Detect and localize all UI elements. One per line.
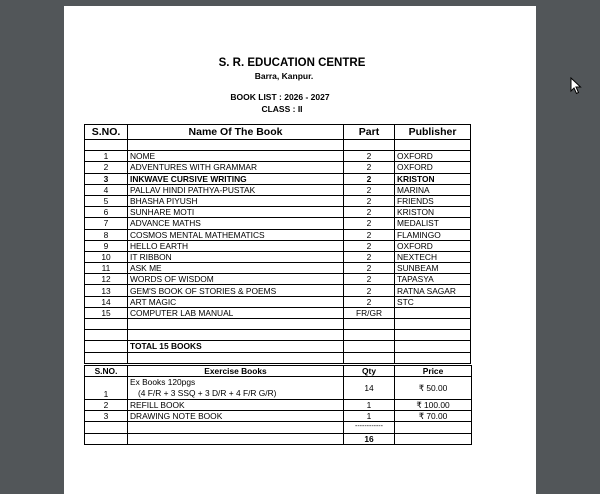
- book-name: ADVENTURES WITH GRAMMAR: [128, 162, 344, 173]
- book-list-title: BOOK LIST : 2026 - 2027: [230, 92, 330, 102]
- ex-item-name: REFILL BOOK: [128, 400, 344, 411]
- book-part: 2: [344, 207, 395, 218]
- book-publisher: FLAMINGO: [395, 229, 471, 240]
- book-publisher: FRIENDS: [395, 195, 471, 206]
- ex-item-name: Ex Books 120pgs: [130, 377, 196, 387]
- book-sno: 6: [85, 207, 128, 218]
- book-sno: 13: [85, 285, 128, 296]
- book-list-table: [84, 124, 471, 364]
- book-publisher: OXFORD: [395, 162, 471, 173]
- book-row: [85, 218, 471, 229]
- ex-col-name: Exercise Books: [128, 366, 344, 377]
- ex-sno: 3: [85, 411, 128, 422]
- ex-price: ₹ 50.00: [395, 377, 472, 400]
- book-row: [85, 184, 471, 195]
- ex-col-price: Price: [395, 366, 472, 377]
- ex-qty: 1: [344, 411, 395, 422]
- book-name: WORDS OF WISDOM: [128, 274, 344, 285]
- qty-total: 16: [344, 433, 395, 444]
- book-name: PALLAV HINDI PATHYA-PUSTAK: [128, 184, 344, 195]
- book-row: [85, 296, 471, 307]
- book-sno: 5: [85, 195, 128, 206]
- book-row: [85, 307, 471, 318]
- ex-qty: 14: [344, 377, 395, 400]
- school-address: Barra, Kanpur.: [254, 71, 314, 81]
- exercise-total-row: [85, 433, 472, 444]
- book-publisher: MEDALIST: [395, 218, 471, 229]
- exercise-books-table: [84, 365, 472, 445]
- book-row: [85, 229, 471, 240]
- book-row: [85, 207, 471, 218]
- mouse-pointer-icon: [570, 77, 582, 95]
- exercise-header-row: [85, 366, 472, 377]
- book-name: INKWAVE CURSIVE WRITING: [128, 173, 344, 184]
- book-rows: [85, 151, 471, 319]
- book-publisher: TAPASYA: [395, 274, 471, 285]
- ex-price: ₹ 100.00: [395, 400, 472, 411]
- col-header-part: Part: [344, 125, 395, 140]
- spacer-row: [85, 352, 471, 363]
- book-publisher: MARINA: [395, 184, 471, 195]
- ex-item-name: DRAWING NOTE BOOK: [128, 411, 344, 422]
- ex-price: ₹ 70.00: [395, 411, 472, 422]
- total-row: [85, 341, 471, 352]
- book-name: HELLO EARTH: [128, 240, 344, 251]
- col-header-sno: S.NO.: [85, 125, 128, 140]
- exercise-row: [85, 400, 472, 411]
- book-name: IT RIBBON: [128, 251, 344, 262]
- book-publisher: OXFORD: [395, 240, 471, 251]
- book-name: GEM'S BOOK OF STORIES & POEMS: [128, 285, 344, 296]
- book-sno: 14: [85, 296, 128, 307]
- book-row: [85, 263, 471, 274]
- book-publisher: KRISTON: [395, 207, 471, 218]
- book-part: 2: [344, 195, 395, 206]
- book-publisher: SUNBEAM: [395, 263, 471, 274]
- book-sno: 15: [85, 307, 128, 318]
- book-part: 2: [344, 240, 395, 251]
- ex-item-detail: (4 F/R + 3 SSQ + 3 D/R + 4 F/R G/R): [138, 388, 277, 398]
- book-sno: 1: [85, 151, 128, 162]
- book-part: 2: [344, 151, 395, 162]
- book-sno: 8: [85, 229, 128, 240]
- book-table-header-row: [85, 125, 471, 140]
- ex-col-sno: S.NO.: [85, 366, 128, 377]
- book-part: 2: [344, 274, 395, 285]
- book-row: [85, 173, 471, 184]
- book-row: [85, 151, 471, 162]
- book-part: 2: [344, 162, 395, 173]
- book-publisher: STC: [395, 296, 471, 307]
- ex-qty: 1: [344, 400, 395, 411]
- book-publisher: RATNA SAGAR: [395, 285, 471, 296]
- class-label: CLASS : II: [261, 104, 303, 114]
- book-part: FR/GR: [344, 307, 395, 318]
- spacer-row: [85, 319, 471, 330]
- book-row: [85, 274, 471, 285]
- book-publisher: [395, 307, 471, 318]
- ex-sno: 1: [85, 377, 128, 400]
- book-name: COMPUTER LAB MANUAL: [128, 307, 344, 318]
- total-books: TOTAL 15 BOOKS: [128, 341, 344, 352]
- book-sno: 10: [85, 251, 128, 262]
- col-header-name: Name Of The Book: [128, 125, 344, 140]
- col-header-publisher: Publisher: [395, 125, 471, 140]
- document-page: [64, 6, 536, 494]
- book-part: 2: [344, 218, 395, 229]
- book-part: 2: [344, 229, 395, 240]
- book-sno: 9: [85, 240, 128, 251]
- exercise-row: [85, 377, 472, 400]
- exercise-separator-row: [85, 422, 472, 433]
- ex-sno: 2: [85, 400, 128, 411]
- book-row: [85, 162, 471, 173]
- book-part: 2: [344, 296, 395, 307]
- book-name: BHASHA PIYUSH: [128, 195, 344, 206]
- book-publisher: OXFORD: [395, 151, 471, 162]
- book-publisher: KRISTON: [395, 173, 471, 184]
- spacer-row: [85, 330, 471, 341]
- book-part: 2: [344, 184, 395, 195]
- book-name: NOME: [128, 151, 344, 162]
- book-name: ART MAGIC: [128, 296, 344, 307]
- book-sno: 7: [85, 218, 128, 229]
- book-name: ADVANCE MATHS: [128, 218, 344, 229]
- book-sno: 3: [85, 173, 128, 184]
- book-sno: 11: [85, 263, 128, 274]
- school-name: S. R. EDUCATION CENTRE: [218, 57, 366, 69]
- book-name: SUNHARE MOTI: [128, 207, 344, 218]
- book-row: [85, 285, 471, 296]
- book-name: COSMOS MENTAL MATHEMATICS: [128, 229, 344, 240]
- qty-separator: ------------: [344, 422, 395, 433]
- book-publisher: NEXTECH: [395, 251, 471, 262]
- book-part: 2: [344, 173, 395, 184]
- book-part: 2: [344, 251, 395, 262]
- spacer-row: [85, 140, 471, 151]
- book-name: ASK ME: [128, 263, 344, 274]
- book-part: 2: [344, 263, 395, 274]
- book-row: [85, 251, 471, 262]
- book-part: 2: [344, 285, 395, 296]
- book-sno: 2: [85, 162, 128, 173]
- book-row: [85, 240, 471, 251]
- book-sno: 4: [85, 184, 128, 195]
- book-row: [85, 195, 471, 206]
- ex-col-qty: Qty: [344, 366, 395, 377]
- exercise-row: [85, 411, 472, 422]
- book-sno: 12: [85, 274, 128, 285]
